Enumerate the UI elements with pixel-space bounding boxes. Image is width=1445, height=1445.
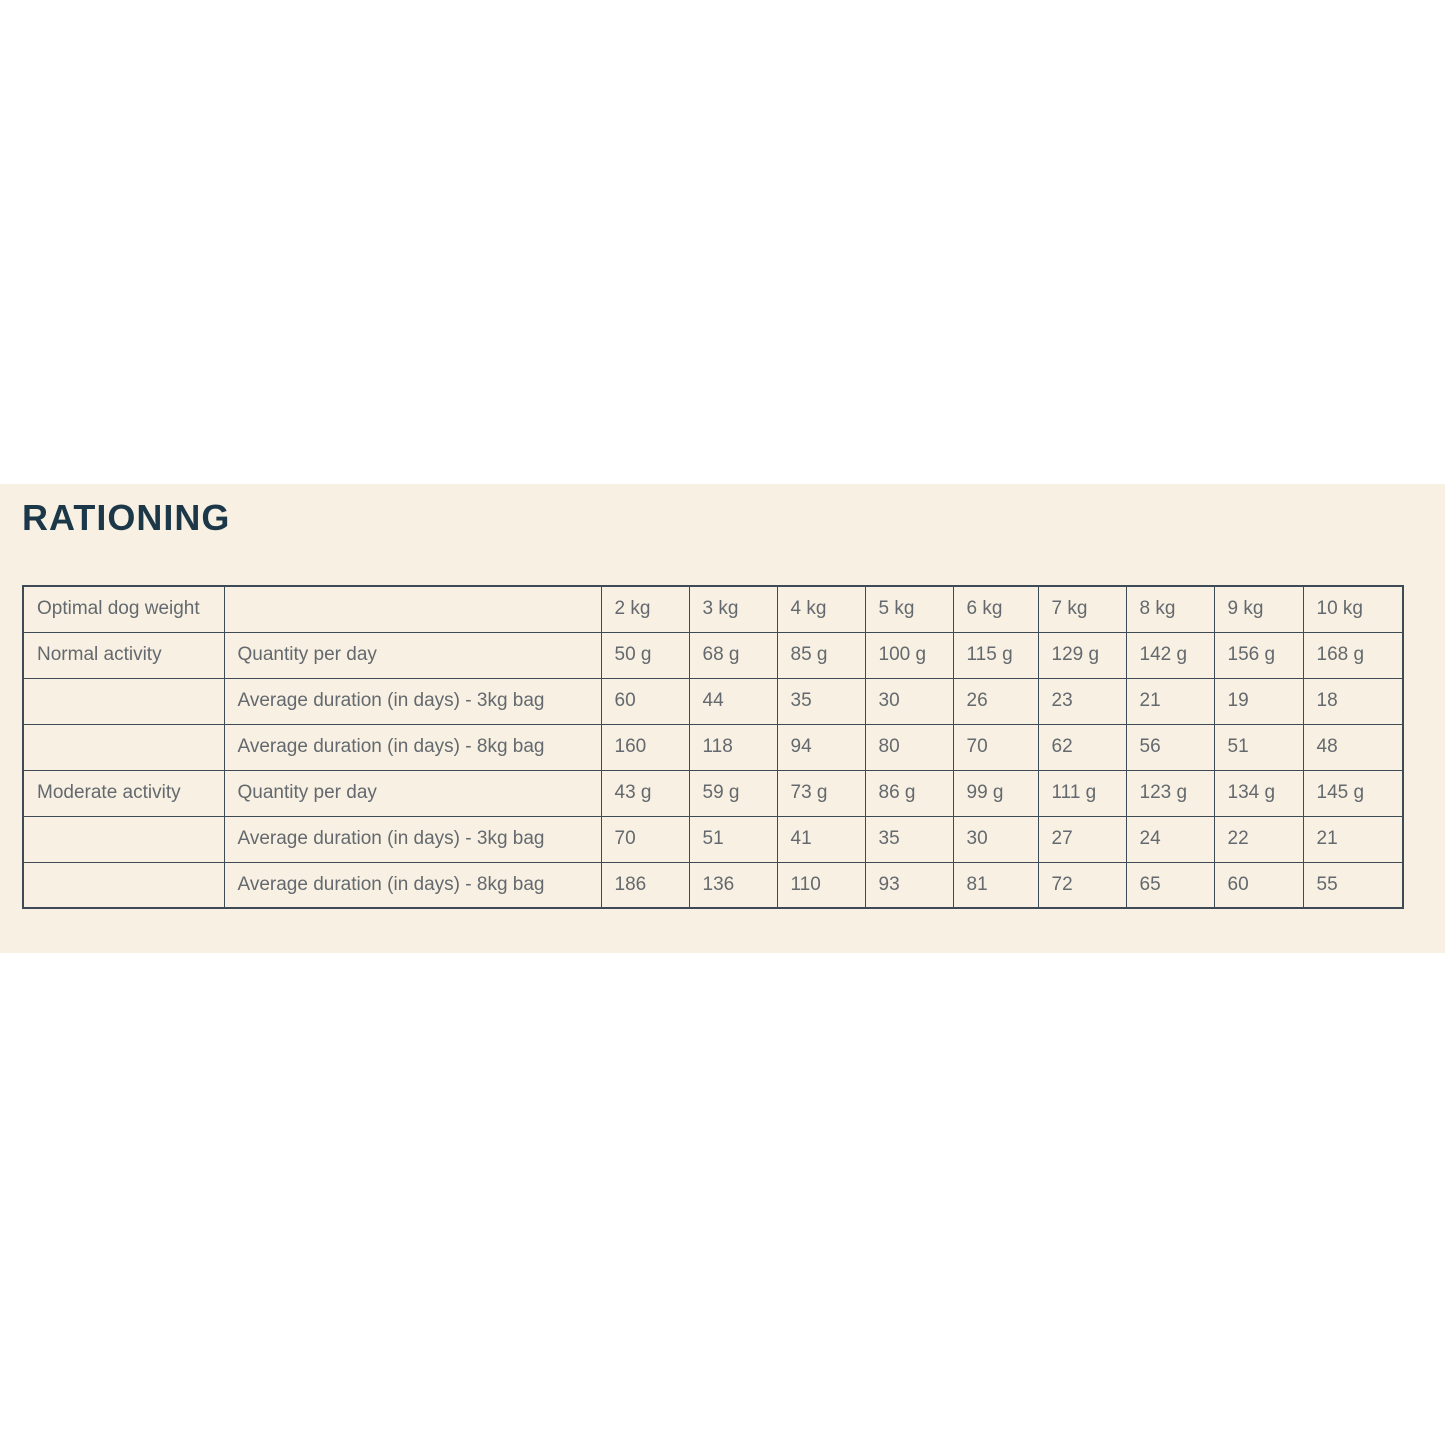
weight-cell: 10 kg: [1303, 586, 1403, 632]
section-title: RATIONING: [22, 497, 231, 538]
value-cell: 44: [689, 678, 777, 724]
value-cell: 110: [777, 862, 865, 908]
weight-cell: 2 kg: [601, 586, 689, 632]
value-cell: 22: [1214, 816, 1303, 862]
value-cell: 41: [777, 816, 865, 862]
activity-cell: [23, 678, 224, 724]
metric-cell: Average duration (in days) - 8kg bag: [224, 724, 601, 770]
value-cell: 56: [1126, 724, 1214, 770]
value-cell: 60: [601, 678, 689, 724]
value-cell: 68 g: [689, 632, 777, 678]
value-cell: 24: [1126, 816, 1214, 862]
value-cell: 30: [865, 678, 953, 724]
value-cell: 186: [601, 862, 689, 908]
value-cell: 48: [1303, 724, 1403, 770]
value-cell: 86 g: [865, 770, 953, 816]
value-cell: 123 g: [1126, 770, 1214, 816]
activity-cell: [23, 724, 224, 770]
value-cell: 93: [865, 862, 953, 908]
weight-header-cell: Optimal dog weight: [23, 586, 224, 632]
table-row: [23, 678, 1403, 724]
weight-cell: 9 kg: [1214, 586, 1303, 632]
weight-cell: 3 kg: [689, 586, 777, 632]
value-cell: 19: [1214, 678, 1303, 724]
weight-cell: 5 kg: [865, 586, 953, 632]
value-cell: 51: [689, 816, 777, 862]
value-cell: 145 g: [1303, 770, 1403, 816]
weight-cell: 8 kg: [1126, 586, 1214, 632]
value-cell: 94: [777, 724, 865, 770]
value-cell: 70: [601, 816, 689, 862]
value-cell: 160: [601, 724, 689, 770]
metric-cell: Quantity per day: [224, 770, 601, 816]
value-cell: 136: [689, 862, 777, 908]
table-row: [23, 816, 1403, 862]
value-cell: 118: [689, 724, 777, 770]
value-cell: 142 g: [1126, 632, 1214, 678]
activity-cell: Moderate activity: [23, 770, 224, 816]
value-cell: 21: [1303, 816, 1403, 862]
value-cell: 115 g: [953, 632, 1038, 678]
value-cell: 18: [1303, 678, 1403, 724]
table-row: [23, 862, 1403, 908]
activity-cell: [23, 816, 224, 862]
empty-header-cell: [224, 586, 601, 632]
value-cell: 62: [1038, 724, 1126, 770]
value-cell: 43 g: [601, 770, 689, 816]
value-cell: 80: [865, 724, 953, 770]
value-cell: 85 g: [777, 632, 865, 678]
value-cell: 50 g: [601, 632, 689, 678]
value-cell: 99 g: [953, 770, 1038, 816]
metric-cell: Average duration (in days) - 8kg bag: [224, 862, 601, 908]
value-cell: 100 g: [865, 632, 953, 678]
table-row: [23, 724, 1403, 770]
value-cell: 168 g: [1303, 632, 1403, 678]
rationing-section: [0, 484, 1445, 953]
value-cell: 81: [953, 862, 1038, 908]
activity-cell: [23, 862, 224, 908]
value-cell: 70: [953, 724, 1038, 770]
metric-cell: Average duration (in days) - 3kg bag: [224, 816, 601, 862]
value-cell: 111 g: [1038, 770, 1126, 816]
value-cell: 51: [1214, 724, 1303, 770]
value-cell: 23: [1038, 678, 1126, 724]
value-cell: 21: [1126, 678, 1214, 724]
table-row: [23, 632, 1403, 678]
value-cell: 60: [1214, 862, 1303, 908]
value-cell: 30: [953, 816, 1038, 862]
weight-cell: 7 kg: [1038, 586, 1126, 632]
value-cell: 27: [1038, 816, 1126, 862]
table-header-row: [23, 586, 1403, 632]
value-cell: 72: [1038, 862, 1126, 908]
value-cell: 73 g: [777, 770, 865, 816]
value-cell: 59 g: [689, 770, 777, 816]
weight-cell: 6 kg: [953, 586, 1038, 632]
rationing-table: [22, 585, 1404, 909]
value-cell: 35: [865, 816, 953, 862]
metric-cell: Quantity per day: [224, 632, 601, 678]
value-cell: 55: [1303, 862, 1403, 908]
metric-cell: Average duration (in days) - 3kg bag: [224, 678, 601, 724]
value-cell: 156 g: [1214, 632, 1303, 678]
activity-cell: Normal activity: [23, 632, 224, 678]
table-row: [23, 770, 1403, 816]
value-cell: 35: [777, 678, 865, 724]
value-cell: 26: [953, 678, 1038, 724]
value-cell: 129 g: [1038, 632, 1126, 678]
value-cell: 134 g: [1214, 770, 1303, 816]
weight-cell: 4 kg: [777, 586, 865, 632]
value-cell: 65: [1126, 862, 1214, 908]
